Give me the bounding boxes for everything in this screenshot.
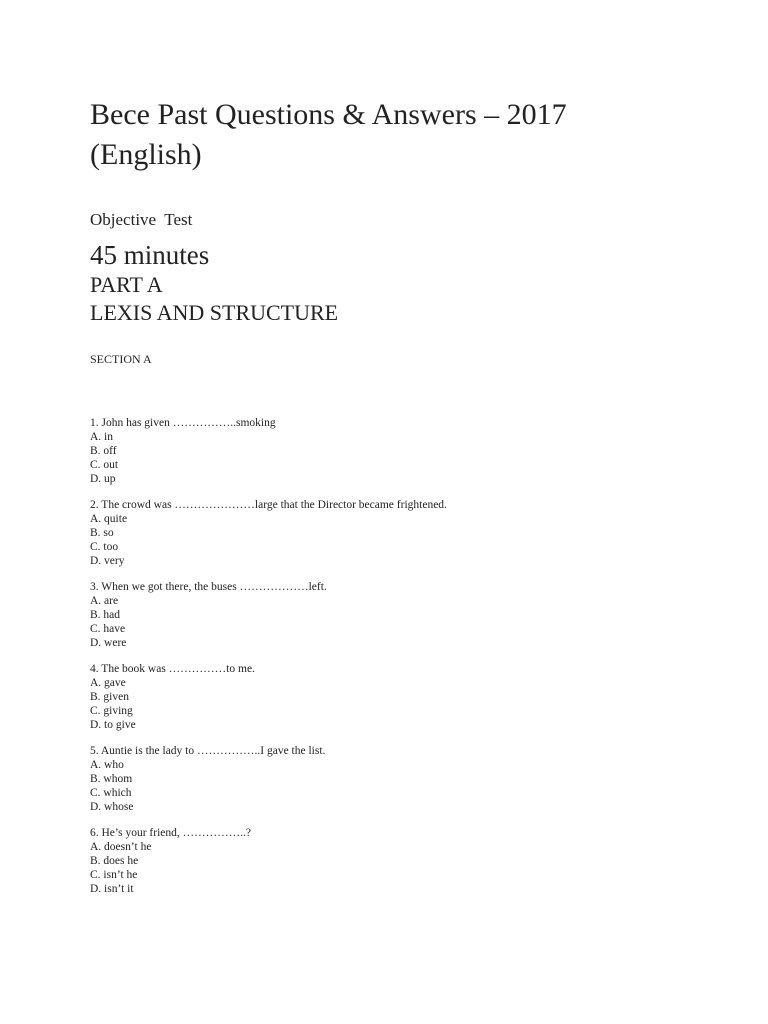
document-title xyxy=(90,95,730,175)
answer-option: C. giving xyxy=(90,705,133,717)
answer-option: A. doesn’t he xyxy=(90,841,152,853)
answer-option: C. too xyxy=(90,541,119,553)
question-item xyxy=(90,416,730,486)
answer-option: C. out xyxy=(90,459,119,471)
answer-option: D. up xyxy=(90,473,116,485)
question-item xyxy=(90,662,730,732)
answer-option: B. had xyxy=(90,609,121,621)
test-type-label: Objective Test xyxy=(90,210,193,229)
answer-option: B. given xyxy=(90,691,129,703)
question-stem: 3. When we got there, the buses ………………left. xyxy=(90,581,327,593)
question-stem: 5. Auntie is the lady to ……………..I gave the list. xyxy=(90,745,326,757)
question-stem: 1. John has given ……………..smoking xyxy=(90,417,276,429)
question-item xyxy=(90,826,730,896)
answer-option: A. gave xyxy=(90,677,126,689)
answer-option: C. which xyxy=(90,787,132,799)
part-title: LEXIS AND STRUCTURE xyxy=(90,300,339,325)
answer-option: A. who xyxy=(90,759,124,771)
answer-option: B. off xyxy=(90,445,117,457)
question-stem: 4. The book was ……………to me. xyxy=(90,663,255,675)
question-item xyxy=(90,744,730,814)
test-duration: 45 minutes xyxy=(90,240,210,270)
answer-option: D. were xyxy=(90,637,127,649)
answer-option: B. whom xyxy=(90,773,133,785)
answer-option: C. have xyxy=(90,623,126,635)
answer-option: A. are xyxy=(90,595,119,607)
answer-option: D. to give xyxy=(90,719,136,731)
question-stem: 6. He’s your friend, ……………..? xyxy=(90,827,251,839)
document-page xyxy=(90,95,730,908)
question-item xyxy=(90,580,730,650)
question-item xyxy=(90,498,730,568)
answer-option: D. very xyxy=(90,555,125,567)
answer-option: B. so xyxy=(90,527,114,539)
part-label: PART A xyxy=(90,272,163,297)
answer-option: C. isn’t he xyxy=(90,869,138,881)
question-stem: 2. The crowd was …………………large that the Director became frightened. xyxy=(90,499,447,511)
answer-option: A. in xyxy=(90,431,113,443)
answer-option: D. whose xyxy=(90,801,134,813)
document-title-line-2: (English) xyxy=(90,138,202,171)
answer-option: B. does he xyxy=(90,855,139,867)
section-label: SECTION A xyxy=(90,352,152,366)
answer-option: A. quite xyxy=(90,513,128,525)
answer-option: D. isn’t it xyxy=(90,883,134,895)
question-list xyxy=(90,416,730,896)
document-title-line-1: Bece Past Questions & Answers – 2017 xyxy=(90,98,567,131)
